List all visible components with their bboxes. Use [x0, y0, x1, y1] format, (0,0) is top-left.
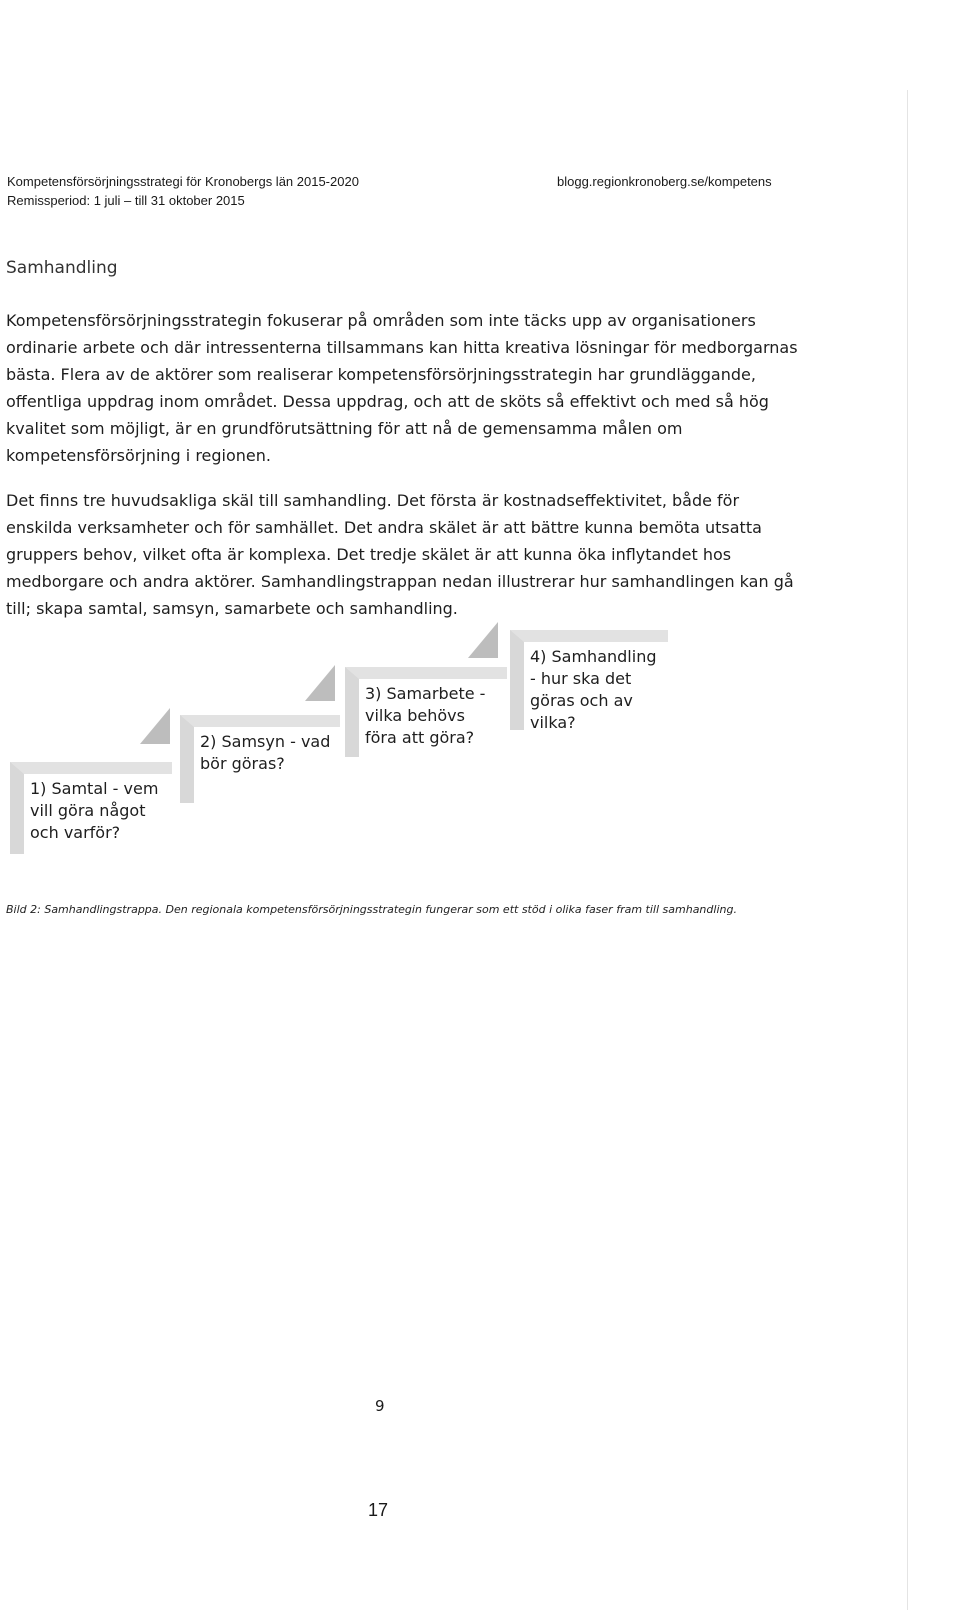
figure-caption: Bild 2: Samhandlingstrappa. Den regionala kompetensförsörjningsstrategin fungerar som ett stöd i olika faser fram till samhandling. — [6, 903, 737, 916]
scan-edge-line — [907, 90, 908, 1610]
header-title: Kompetensförsörjningsstrategi för Kronobergs län 2015-2020 — [7, 174, 359, 189]
paragraph-1: Kompetensförsörjningsstrategin fokuserar på områden som inte täcks upp av organisationers ordinarie arbete och där intressenterna tillsammans kan hitta kreativa lösningar för medborgarnas bästa. Flera av de aktörer som realiserar kompetensförsörjningsstrategin har grundläggande, offentliga uppdrag inom området. Dessa uppdrag, och att de sköts så effektivt och med så hög kvalitet som möjligt, är en grundförutsättning för att nå de gemensamma målen om kompetensförsörjning i regionen. — [6, 311, 798, 465]
document-header-left — [7, 172, 359, 210]
step-arrow-2-icon — [305, 665, 335, 701]
step-2-samsyn: 2) Samsyn - vad bör göras? — [180, 715, 340, 803]
step-4-samhandling: 4) Samhandling - hur ska det göras och av vilka? — [510, 630, 668, 730]
page-number-outer: 17 — [368, 1500, 389, 1520]
page-number-inner: 9 — [375, 1397, 385, 1415]
section-title: Samhandling — [6, 258, 118, 278]
header-period: Remissperiod: 1 juli – till 31 oktober 2015 — [7, 193, 245, 208]
header-url: blogg.regionkronoberg.se/kompetens — [557, 174, 772, 189]
step-3-samarbete: 3) Samarbete - vilka behövs föra att göra? — [345, 667, 507, 757]
paragraph-2: Det finns tre huvudsakliga skäl till samhandling. Det första är kostnadseffektivitet, både för enskilda verksamheter och för samhället. Det andra skälet är att bättre kunna bemöta utsatta gruppers behov, vilket ofta är komplexa. Det tredje skälet är att kunna öka inflytandet hos medborgare och andra aktörer. Samhandlingstrappan nedan illustrerar hur samhandlingen kan gå till; skapa samtal, samsyn, samarbete och samhandling. — [6, 491, 794, 618]
step-1-samtal: 1) Samtal - vem vill göra något och varför? — [10, 762, 172, 854]
step-arrow-1-icon — [140, 708, 170, 744]
step-arrow-3-icon — [468, 622, 498, 658]
